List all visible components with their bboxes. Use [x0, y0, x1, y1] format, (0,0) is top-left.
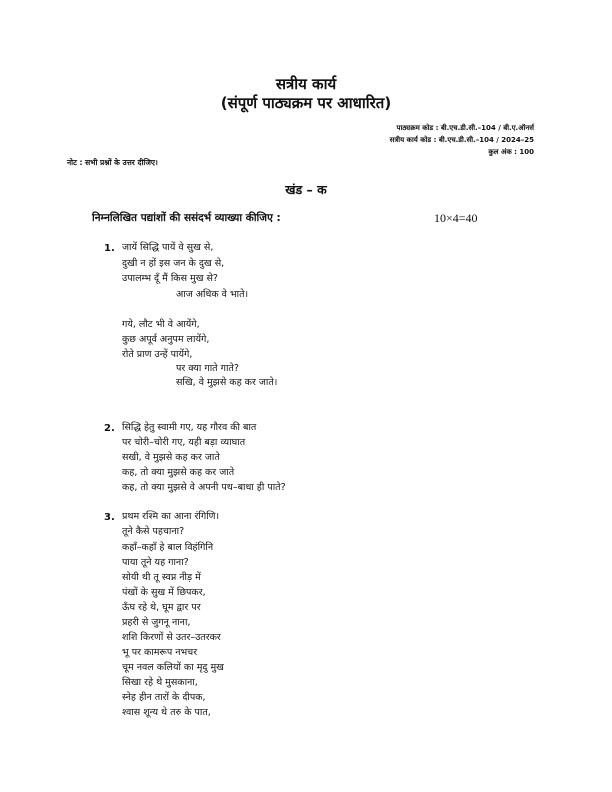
- section-heading: खंड – क: [285, 182, 327, 197]
- marks-distribution: 10×4=40: [434, 211, 478, 225]
- poem-line: दुखी न हों इस जन के दुख से,: [122, 258, 225, 269]
- poem-line: कहाँ–कहाँ हे बाल विहंगिनि: [122, 542, 214, 553]
- note: नोट : सभी प्रश्नों के उत्तर दीजिए।: [67, 158, 158, 167]
- page-title: सत्रीय कार्य: [275, 75, 337, 93]
- poem-line: तूने कैसे पहचाना?: [122, 526, 185, 537]
- poem-line: पर चोरी–चोरी गए, यही बड़ा व्याघात: [122, 437, 246, 448]
- instruction: निम्नलिखित पद्यांशों की ससंदर्भ व्याख्या कीजिए :: [92, 212, 281, 224]
- poem-line: गये, लौट भी वे आयेंगे,: [122, 319, 200, 330]
- poem-line: स्नेह हीन तारों के दीपक,: [122, 692, 206, 703]
- question-number: 1.: [104, 243, 115, 254]
- poem-line: सिद्धि हेतु स्वामी गए, यह गौरव की बात: [122, 422, 257, 433]
- poem-line: पंखों के सुख में छिपकर,: [122, 587, 206, 598]
- question-number: 3.: [104, 512, 115, 523]
- poem-line: सखि, वे मुझसे कह कर जाते।: [176, 377, 278, 388]
- poem-line: शशि किरणों से उतर–उतरकर: [122, 632, 221, 643]
- poem-line: उपालम्भ दूँ मैं किस मुख से?: [122, 273, 218, 284]
- poem-line: रोते प्राण उन्हें पायेंगे,: [122, 349, 193, 360]
- poem-line: सखी, वे मुझसे कह कर जाते: [122, 452, 220, 463]
- poem-line: पाया तूने यह गाना?: [122, 557, 189, 568]
- question-number: 2.: [104, 423, 115, 434]
- poem-line: प्रथम रश्मि का आना रंगिणि।: [122, 511, 220, 522]
- poem-line: पर क्या गाते गाते?: [176, 363, 239, 374]
- poem-line: जायें सिद्धि पायें वे सुख से,: [122, 242, 214, 253]
- poem-line: भू पर कामरूप नभचर: [122, 647, 198, 658]
- total-marks: कुल अंक : 100: [488, 148, 534, 156]
- poem-line: कुछ अपूर्व अनुपम लायेंगे,: [122, 334, 210, 345]
- poem-line: प्रहरी से जुगनू नाना,: [122, 617, 191, 628]
- course-code: पाठ्यक्रम कोड : बी.एच.डी.सी.–104 / बी.ए.ऑनर्स: [396, 124, 534, 132]
- poem-line: चूम नवल कलियों का मृदु मुख: [122, 662, 224, 673]
- poem-line: सिखा रहे थे मुसकाना,: [122, 677, 198, 688]
- assignment-code: सत्रीय कार्य कोड : बी.एच.डी.सी.–104 / 2024–25: [389, 136, 534, 144]
- poem-line: कह, तो क्या मुझसे वे अपनी पथ–बाधा ही पाते?: [122, 482, 286, 493]
- poem-line: श्वास शून्य थे तरु के पात,: [122, 707, 211, 718]
- poem-line: सोयी थी तू स्वप्न नीड़ में: [122, 572, 201, 583]
- page-subtitle: (संपूर्ण पाठ्यक्रम पर आधारित): [220, 94, 392, 112]
- poem-line: ऊँघ रहे थे, घूम द्वार पर: [122, 602, 201, 613]
- poem-line: आज अधिक वे भाते।: [176, 289, 249, 300]
- poem-line: कह, तो क्या मुझसे कह कर जाते: [122, 467, 235, 478]
